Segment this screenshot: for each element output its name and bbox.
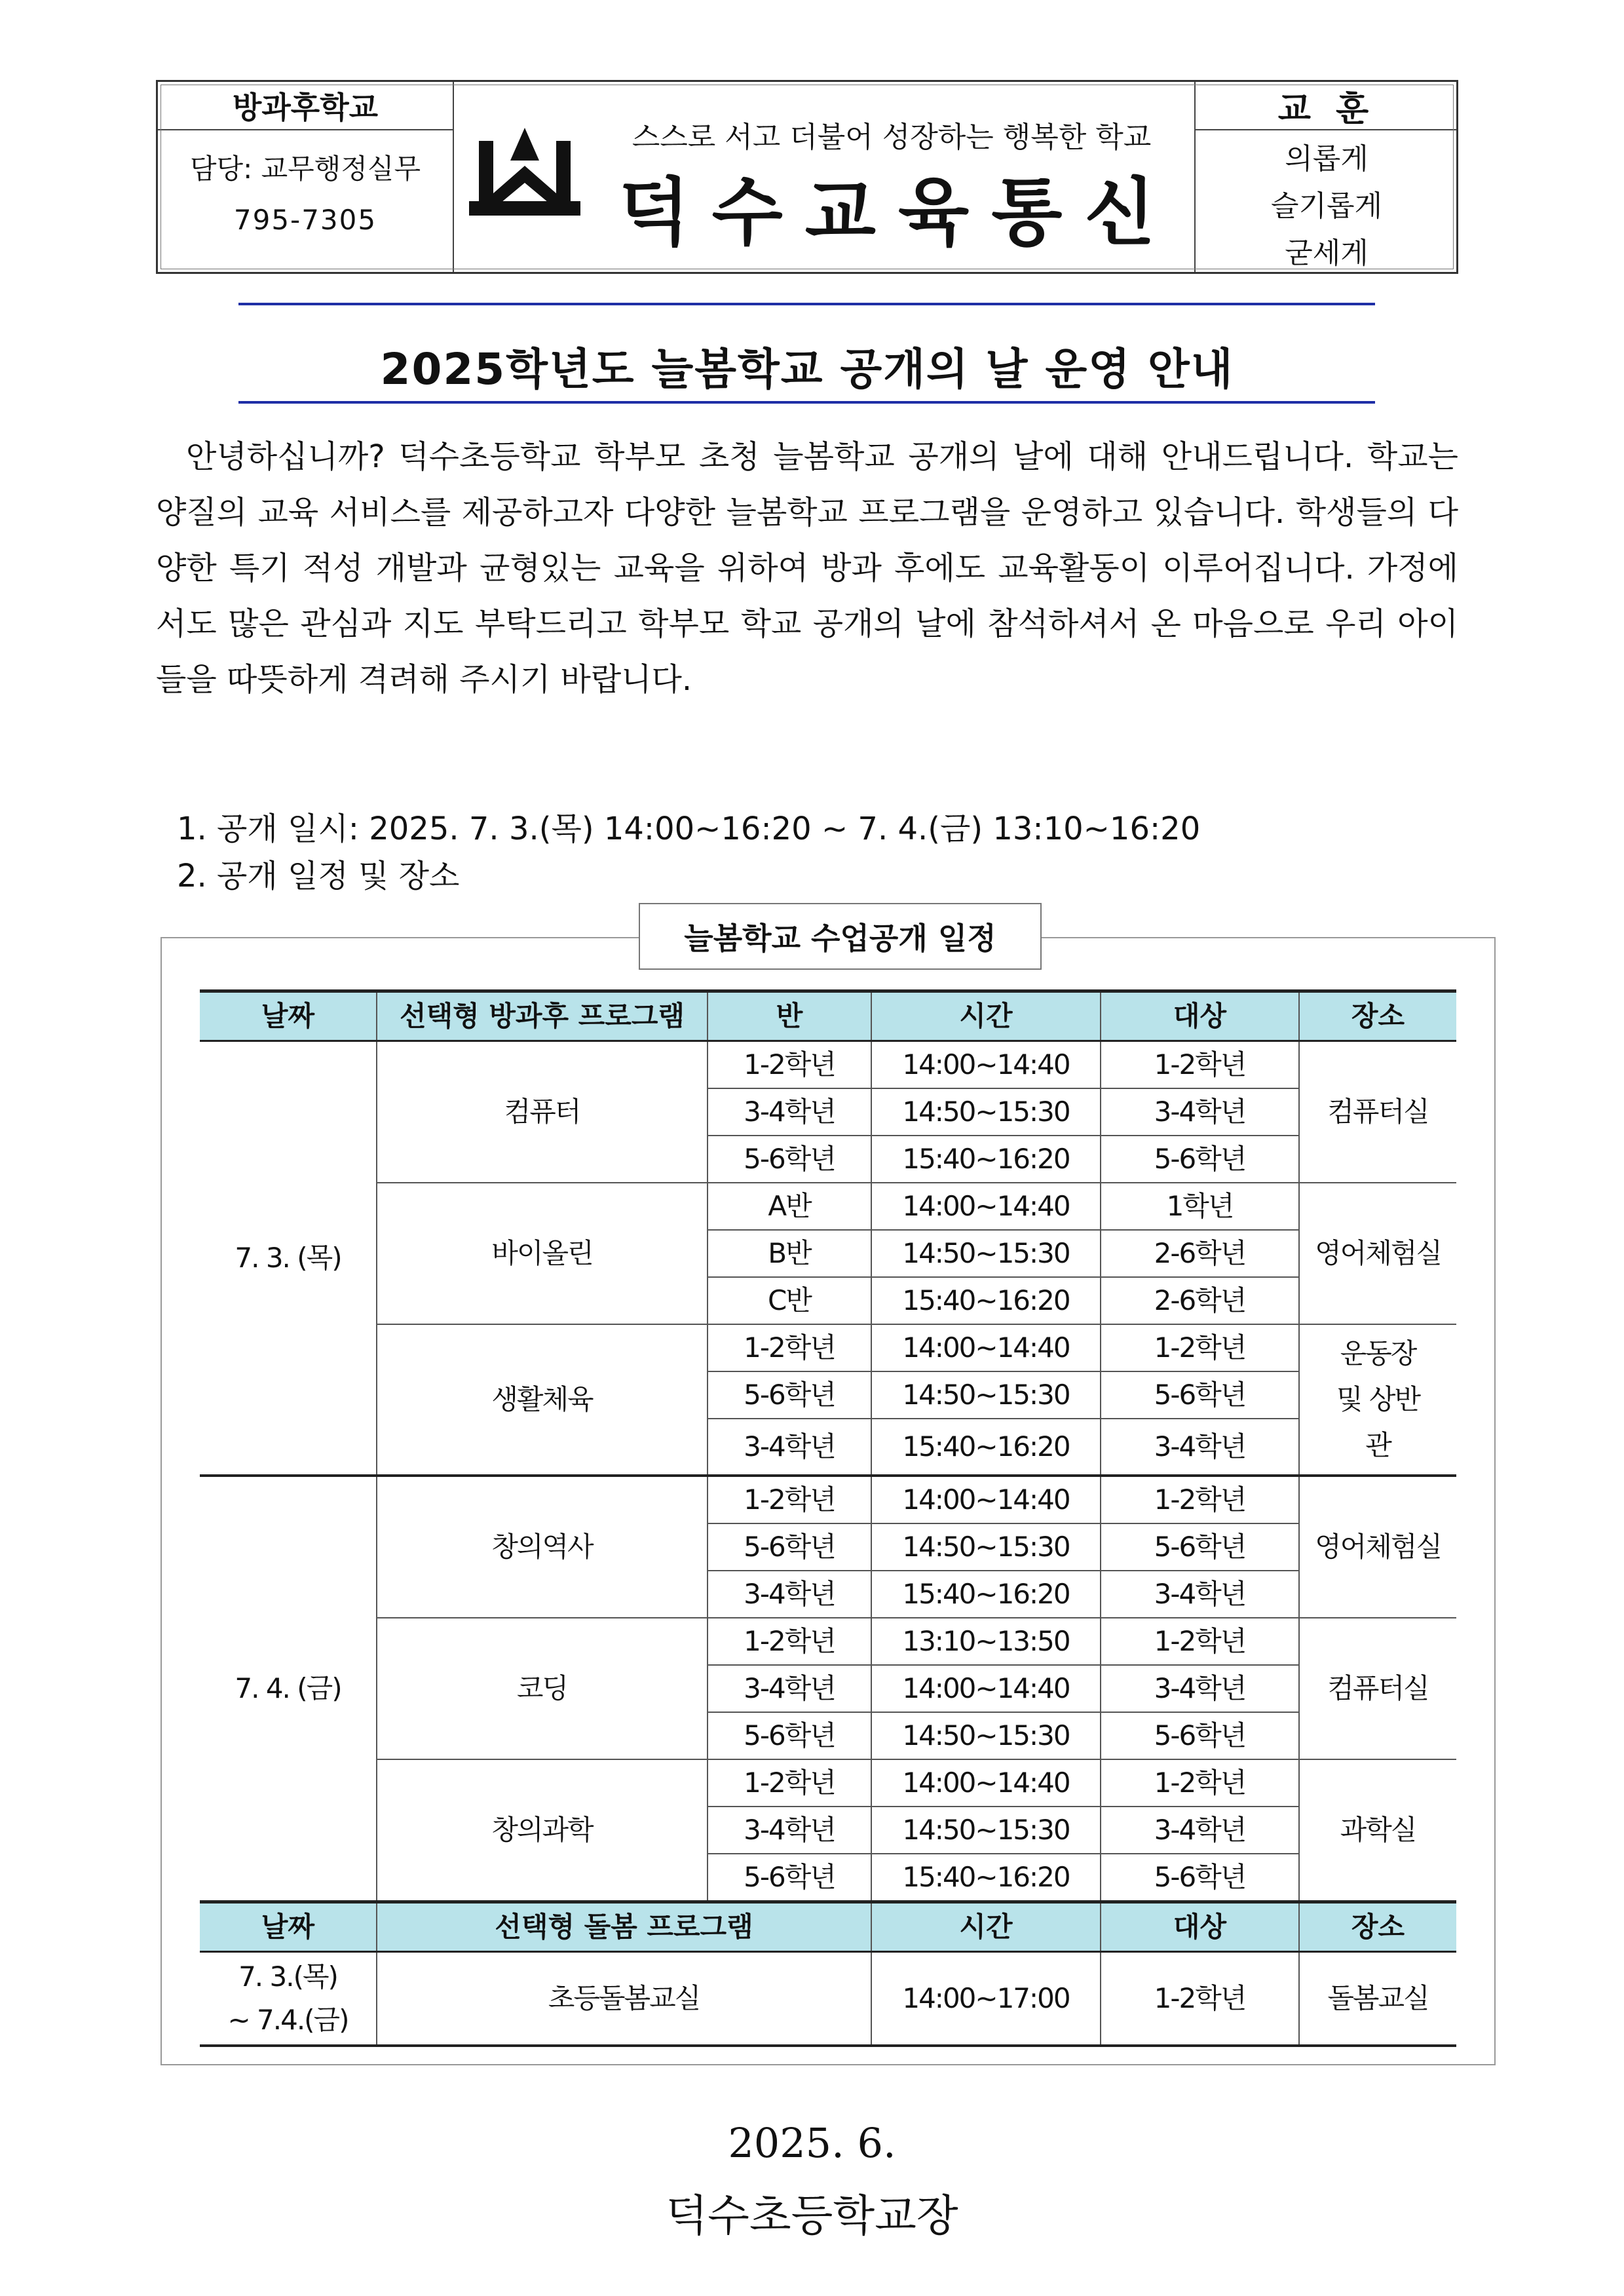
time-cell: 15:40~16:20 — [871, 1277, 1101, 1324]
place-cell: 돌봄교실 — [1299, 1952, 1456, 2046]
time-cell: 14:50~15:30 — [871, 1371, 1101, 1419]
time-cell: 14:50~15:30 — [871, 1230, 1101, 1277]
program-cell: 창의과학 — [377, 1759, 708, 1902]
time-cell: 14:50~15:30 — [871, 1712, 1101, 1759]
time-cell: 14:00~17:00 — [871, 1952, 1101, 2046]
contact-person: 담당: 교무행정실무 — [189, 153, 421, 185]
table-row — [200, 1324, 1456, 1371]
class-cell: 5-6학년 — [708, 1712, 871, 1759]
class-cell: C반 — [708, 1277, 871, 1324]
target-cell: 1-2학년 — [1101, 1759, 1299, 1807]
time-cell: 14:00~14:40 — [871, 1476, 1101, 1523]
program-cell: 생활체육 — [377, 1324, 708, 1476]
time-cell: 14:50~15:30 — [871, 1088, 1101, 1136]
dept-label: 방과후학교 — [232, 90, 379, 125]
table-row — [200, 1041, 1456, 1089]
target-cell: 1학년 — [1101, 1183, 1299, 1230]
class-cell: 3-4학년 — [708, 1665, 871, 1712]
class-cell: 1-2학년 — [708, 1759, 871, 1807]
time-cell: 15:40~16:20 — [871, 1854, 1101, 1902]
target-cell: 3-4학년 — [1101, 1571, 1299, 1618]
info-item-datetime: 1. 공개 일시: 2025. 7. 3.(목) 14:00~16:20 ~ 7. 4.(금) 13:10~16:20 — [177, 811, 1201, 847]
issue-date: 2025. 6. — [728, 2118, 896, 2167]
program-cell: 코딩 — [377, 1618, 708, 1759]
motto-line-3: 굳세게 — [1285, 237, 1369, 270]
time-cell: 15:40~16:20 — [871, 1419, 1101, 1476]
title-rule-bottom — [238, 401, 1375, 404]
program-cell: 컴퓨터 — [377, 1041, 708, 1183]
target-cell: 3-4학년 — [1101, 1088, 1299, 1136]
class-cell: 1-2학년 — [708, 1476, 871, 1523]
program-cell: 초등돌봄교실 — [377, 1952, 871, 2046]
header-cell: 대상 — [1101, 1902, 1299, 1952]
class-cell: 1-2학년 — [708, 1041, 871, 1089]
time-cell: 14:00~14:40 — [871, 1324, 1101, 1371]
time-cell: 14:50~15:30 — [871, 1807, 1101, 1854]
class-cell: 1-2학년 — [708, 1618, 871, 1665]
header-cell: 대상 — [1101, 991, 1299, 1041]
target-cell: 5-6학년 — [1101, 1136, 1299, 1183]
time-cell: 13:10~13:50 — [871, 1618, 1101, 1665]
place-cell: 운동장 및 상반관 — [1299, 1324, 1456, 1476]
school-slogan: 스스로 서고 더불어 성장하는 행복한 학교 — [632, 121, 1152, 154]
header-cell: 장소 — [1299, 991, 1456, 1041]
class-cell: A반 — [708, 1183, 871, 1230]
table-row — [200, 1759, 1456, 1807]
target-cell: 1-2학년 — [1101, 1041, 1299, 1089]
place-cell: 영어체험실 — [1299, 1183, 1456, 1324]
target-cell: 5-6학년 — [1101, 1523, 1299, 1571]
header-cell: 반 — [708, 991, 871, 1041]
header-cell: 날짜 — [200, 1902, 377, 1952]
info-item-schedule: 2. 공개 일정 및 장소 — [177, 858, 460, 894]
place-cell: 과학실 — [1299, 1759, 1456, 1902]
time-cell: 15:40~16:20 — [871, 1571, 1101, 1618]
class-cell: 5-6학년 — [708, 1371, 871, 1419]
time-cell: 14:50~15:30 — [871, 1523, 1101, 1571]
table-row — [200, 1476, 1456, 1523]
header-cell: 선택형 돌봄 프로그램 — [377, 1902, 871, 1952]
class-cell: 5-6학년 — [708, 1136, 871, 1183]
header-cell: 시간 — [871, 991, 1101, 1041]
care-date-end: ~ 7.4.(금) — [227, 2004, 349, 2036]
place-cell: 컴퓨터실 — [1299, 1618, 1456, 1759]
contact-phone: 795-7305 — [233, 203, 377, 236]
table-row — [200, 1183, 1456, 1230]
class-cell: 3-4학년 — [708, 1088, 871, 1136]
care-header-row — [200, 1902, 1456, 1952]
table-header-row — [200, 991, 1456, 1041]
intro-paragraph: 안녕하십니까? 덕수초등학교 학부모 초청 늘봄학교 공개의 날에 대해 안내드립니다. 학교는 양질의 교육 서비스를 제공하고자 다양한 늘봄학교 프로그램을 운영하고 있습니다. 학생들의 다양한 특기 적성 개발과 균형있는 교육을 위하여 방과 후에도 교육활동이 이루어집니다. 가정에서도 많은 관심과 지도 부탁드리고 학부모 학교 공개의 날에 참석하셔서 온 마음으로 우리 아이들을 따뜻하게 격려해 주시기 바랍니다. — [156, 438, 1458, 698]
program-cell: 바이올린 — [377, 1183, 708, 1324]
page-title: 2025학년도 늘봄학교 공개의 날 운영 안내 — [380, 344, 1234, 394]
class-cell: B반 — [708, 1230, 871, 1277]
time-cell: 14:00~14:40 — [871, 1759, 1101, 1807]
principal-signature: 덕수초등학교장 — [666, 2190, 958, 2241]
care-date-start: 7. 3.(목) — [238, 1961, 337, 1993]
target-cell: 1-2학년 — [1101, 1618, 1299, 1665]
class-cell: 3-4학년 — [708, 1807, 871, 1854]
target-cell: 2-6학년 — [1101, 1230, 1299, 1277]
title-rule-top — [238, 303, 1375, 305]
newsletter-title: 덕수교육통신 — [618, 170, 1178, 256]
motto-label: 교 훈 — [1277, 89, 1376, 129]
target-cell: 5-6학년 — [1101, 1712, 1299, 1759]
header-cell: 날짜 — [200, 991, 377, 1041]
newsletter-header — [156, 80, 1458, 274]
header-cell: 선택형 방과후 프로그램 — [377, 991, 708, 1041]
target-cell: 1-2학년 — [1101, 1952, 1299, 2046]
place-cell: 컴퓨터실 — [1299, 1041, 1456, 1183]
school-logo-icon — [466, 128, 584, 220]
care-row — [200, 1952, 1456, 2046]
class-cell: 5-6학년 — [708, 1854, 871, 1902]
schedule-table — [200, 989, 1456, 2047]
class-cell: 3-4학년 — [708, 1571, 871, 1618]
time-cell: 14:00~14:40 — [871, 1183, 1101, 1230]
class-cell: 5-6학년 — [708, 1523, 871, 1571]
date-cell: 7. 4. (금) — [200, 1476, 377, 1902]
time-cell: 14:00~14:40 — [871, 1665, 1101, 1712]
date-cell: 7. 3. (목) — [200, 1041, 377, 1476]
target-cell: 3-4학년 — [1101, 1807, 1299, 1854]
target-cell: 3-4학년 — [1101, 1665, 1299, 1712]
class-cell: 1-2학년 — [708, 1324, 871, 1371]
place-cell: 영어체험실 — [1299, 1476, 1456, 1618]
motto-line-1: 의롭게 — [1285, 142, 1369, 176]
header-cell: 장소 — [1299, 1902, 1456, 1952]
table-row — [200, 1618, 1456, 1665]
target-cell: 1-2학년 — [1101, 1476, 1299, 1523]
class-cell: 3-4학년 — [708, 1419, 871, 1476]
target-cell: 5-6학년 — [1101, 1854, 1299, 1902]
target-cell: 1-2학년 — [1101, 1324, 1299, 1371]
date-cell — [200, 1952, 377, 2046]
motto-line-2: 슬기롭게 — [1270, 189, 1382, 223]
header-cell: 시간 — [871, 1902, 1101, 1952]
program-cell: 창의역사 — [377, 1476, 708, 1618]
schedule-box-title: 늘봄학교 수업공개 일정 — [639, 903, 1042, 970]
time-cell: 15:40~16:20 — [871, 1136, 1101, 1183]
time-cell: 14:00~14:40 — [871, 1041, 1101, 1089]
target-cell: 3-4학년 — [1101, 1419, 1299, 1476]
target-cell: 5-6학년 — [1101, 1371, 1299, 1419]
target-cell: 2-6학년 — [1101, 1277, 1299, 1324]
